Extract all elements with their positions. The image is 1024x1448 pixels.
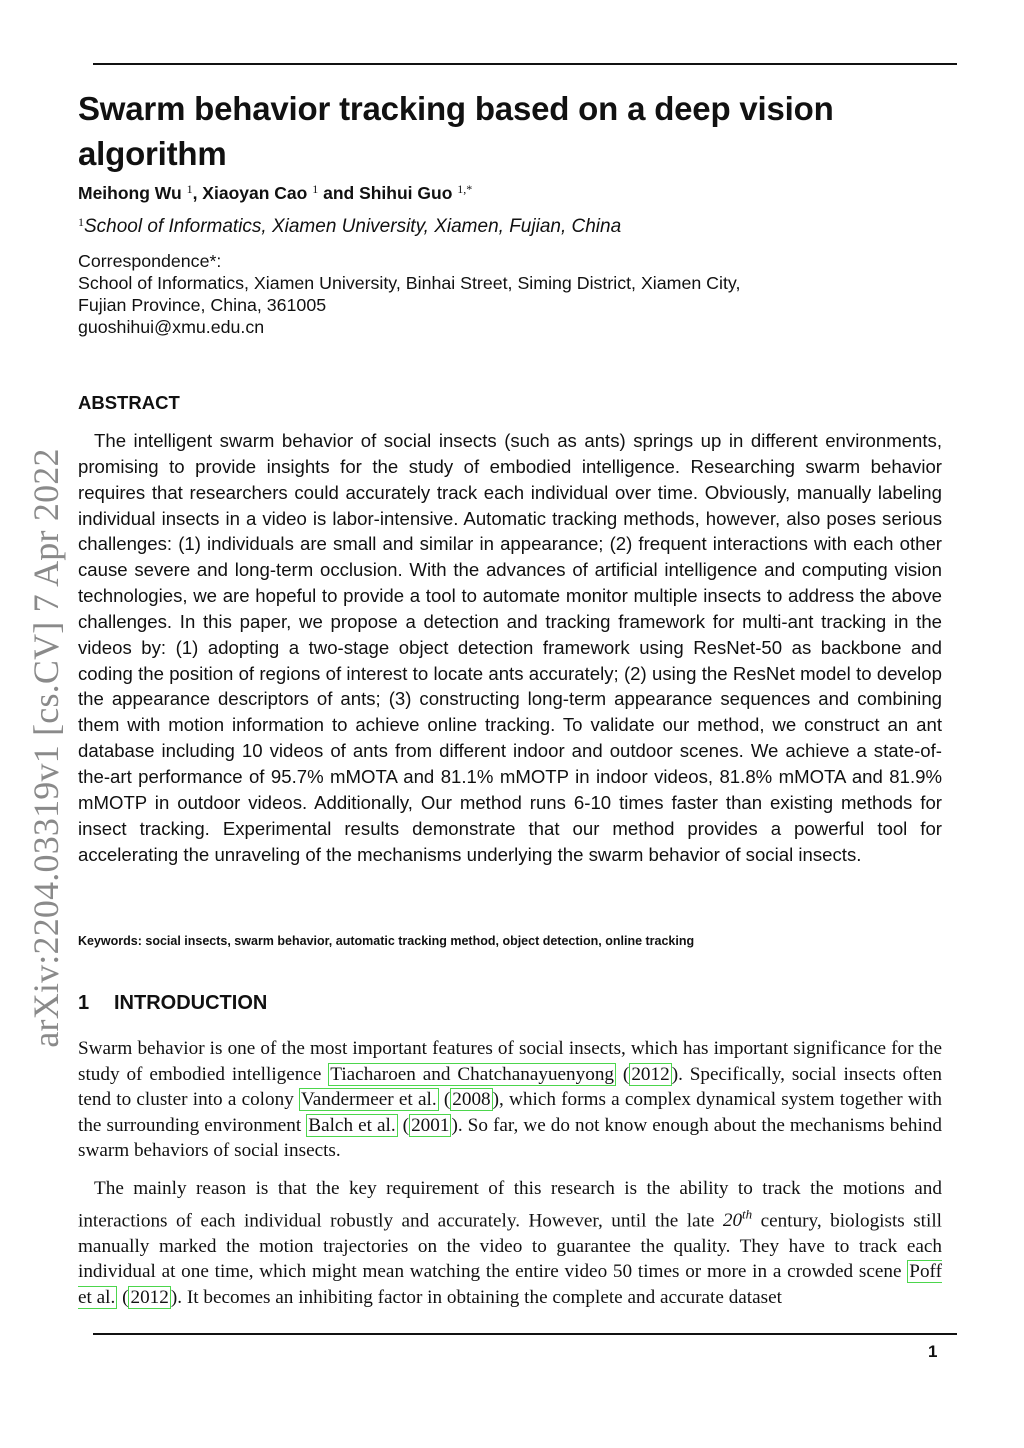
citation-year-link[interactable]: 2012 [130,1286,169,1308]
section-number: 1 [78,992,90,1014]
affiliation [78,215,621,238]
correspondence-address-line: School of Informatics, Xiamen University, Binhai Street, Siming District, Xiamen City, [78,273,741,293]
author-superscript: 1 [186,182,193,196]
citation-year-link[interactable]: 2008 [452,1089,491,1111]
top-rule [93,63,957,65]
author-superscript: 1 [312,182,319,196]
keywords-line: Keywords: social insects, swarm behavior, automatic tracking method, object detection, online tracking [78,934,695,948]
author-list [78,182,472,204]
citation-link[interactable]: Vandermeer et al. [301,1089,437,1111]
bottom-rule [93,1333,957,1335]
page-number: 1 [928,1342,938,1361]
paragraph-text: The mainly reason is that the key requirement of this research is the ability to track the motions and interactions of each individual robustly and accurately. However, until the late [78,1178,942,1231]
correspondence-address-line: Fujian Province, China, 361005 [78,295,327,315]
paragraph-text: . Specifically, social insects often tend to cluster into a colony [78,1063,943,1111]
author-separator: and [318,183,360,203]
paragraph-text: Swarm behavior is one of the most important features of social insects, which has important significance for the study of embodied intelligence [78,1038,942,1085]
author-separator: , [192,183,203,203]
correspondence-label: Correspondence*: [78,251,222,271]
author-name: Xiaoyan Cao [202,183,308,203]
math-expression [722,1206,753,1231]
section-heading [78,992,267,1015]
correspondence-email[interactable]: guoshihui@xmu.edu.cn [78,317,265,337]
author-name: Shihui Guo [359,183,453,203]
intro-paragraph-1: Swarm behavior is one of the most important features of social insects, which has important significance for the study of embodied intelligence Tiacharoen and Chatchanayuenyong ( 2012 ). Specifically, social insects often tend to cluster into a colony Vandermeer et al. ( 2008 ), which forms a complex dynamical system together with the surrounding environment Balch et al. ( 2001 ). So far, we do not know enough about the mechanisms behind swarm behaviors of social insects. [78,1038,943,1162]
paper-title: Swarm behavior tracking based on a deep vision algorithm [78,90,834,172]
citation-link[interactable]: Balch et al. [308,1114,396,1136]
citation-year-link[interactable]: 2001 [411,1114,450,1136]
paragraph-text: . It becomes an inhibiting factor in obtaining the complete and accurate dataset [177,1286,782,1308]
abstract-heading: ABSTRACT [78,392,180,413]
correspondence-block [78,250,740,338]
paragraph-text: century, biologists still manually marked the motion trajectories on the video to guarantee the quality. They have to track each individual at one time, which might mean watching the entire video 50 times or more in a crowded scene [78,1209,942,1283]
abstract-body: The intelligent swarm behavior of social insects (such as ants) springs up in different environments, promising to provide insights for the study of embodied intelligence. Researching swarm behavior requires that researchers could accurately track each individual over time. Obviously, manually labeling individual insects in a video is labor-intensive. Automatic tracking methods, however, also poses serious challenges: (1) individuals are small and similar in appearance; (2) frequent interactions with each other cause severe and long-term occlusion. With the advances of artificial intelligence and computing vision technologies, we are hopeful to provide a tool to automate monitor multiple insects to address the above challenges. In this paper, we propose a detection and tracking framework for multi-ant tracking in the videos by: (1) adopting a two-stage object detection framework using ResNet-50 as backbone and coding the position of regions of interest to locate ants accurately; (2) using the ResNet model to develop the appearance descriptors of ants; (3) constructing long-term appearance sequences and combining them with motion information to achieve online tracking. To validate our method, we construct an ant database including 10 videos of ants from different indoor and outdoor scenes. We achieve a state-of-the-art performance of 95.7% mMOTA and 81.1% mMOTP in indoor videos, 81.8% mMOTA and 81.9% mMOTP in outdoor videos. Additionally, Our method runs 6-10 times faster than existing methods for insect tracking. Experimental results demonstrate that our method provides a powerful tool for accelerating the unraveling of the mechanisms underlying the swarm behavior of social insects. [78,430,942,865]
paragraph-text: , which forms a complex dynamical system together with the surrounding environment [78,1089,942,1136]
citation-link[interactable]: Tiacharoen and Chatchanayuenyong [330,1063,615,1085]
affiliation-text: School of Informatics, Xiamen University, Xiamen, Fujian, China [84,216,622,237]
author-superscript: 1,* [457,182,473,196]
citation-link[interactable]: Poff et al. [78,1261,942,1308]
paragraph-text: . So far, we do not know enough about the mechanisms behind swarm behaviors of social insects. [78,1114,943,1162]
author-name: Meihong Wu [78,183,182,203]
citation-year-link[interactable]: 2012 [631,1063,670,1085]
intro-paragraph-2: The mainly reason is that the key requirement of this research is the ability to track the motions and interactions of each individual robustly and accurately. However, until the late 20th century, biologists still manually marked the motion trajectories on the video to guarantee the quality. They have to track each individual at one time, which might mean watching the entire video 50 times or more in a crowded scene Poff et al. ( 2012 ). It becomes an inhibiting factor in obtaining the complete and accurate dataset [78,1178,942,1308]
math-base: 20 [722,1209,743,1231]
affiliation-superscript: 1 [78,215,84,229]
math-superscript: th [742,1206,753,1222]
arxiv-stamp[interactable]: arXiv:2204.03319v1 [cs.CV] 7 Apr 2022 [26,448,66,1048]
section-title: INTRODUCTION [114,992,268,1014]
